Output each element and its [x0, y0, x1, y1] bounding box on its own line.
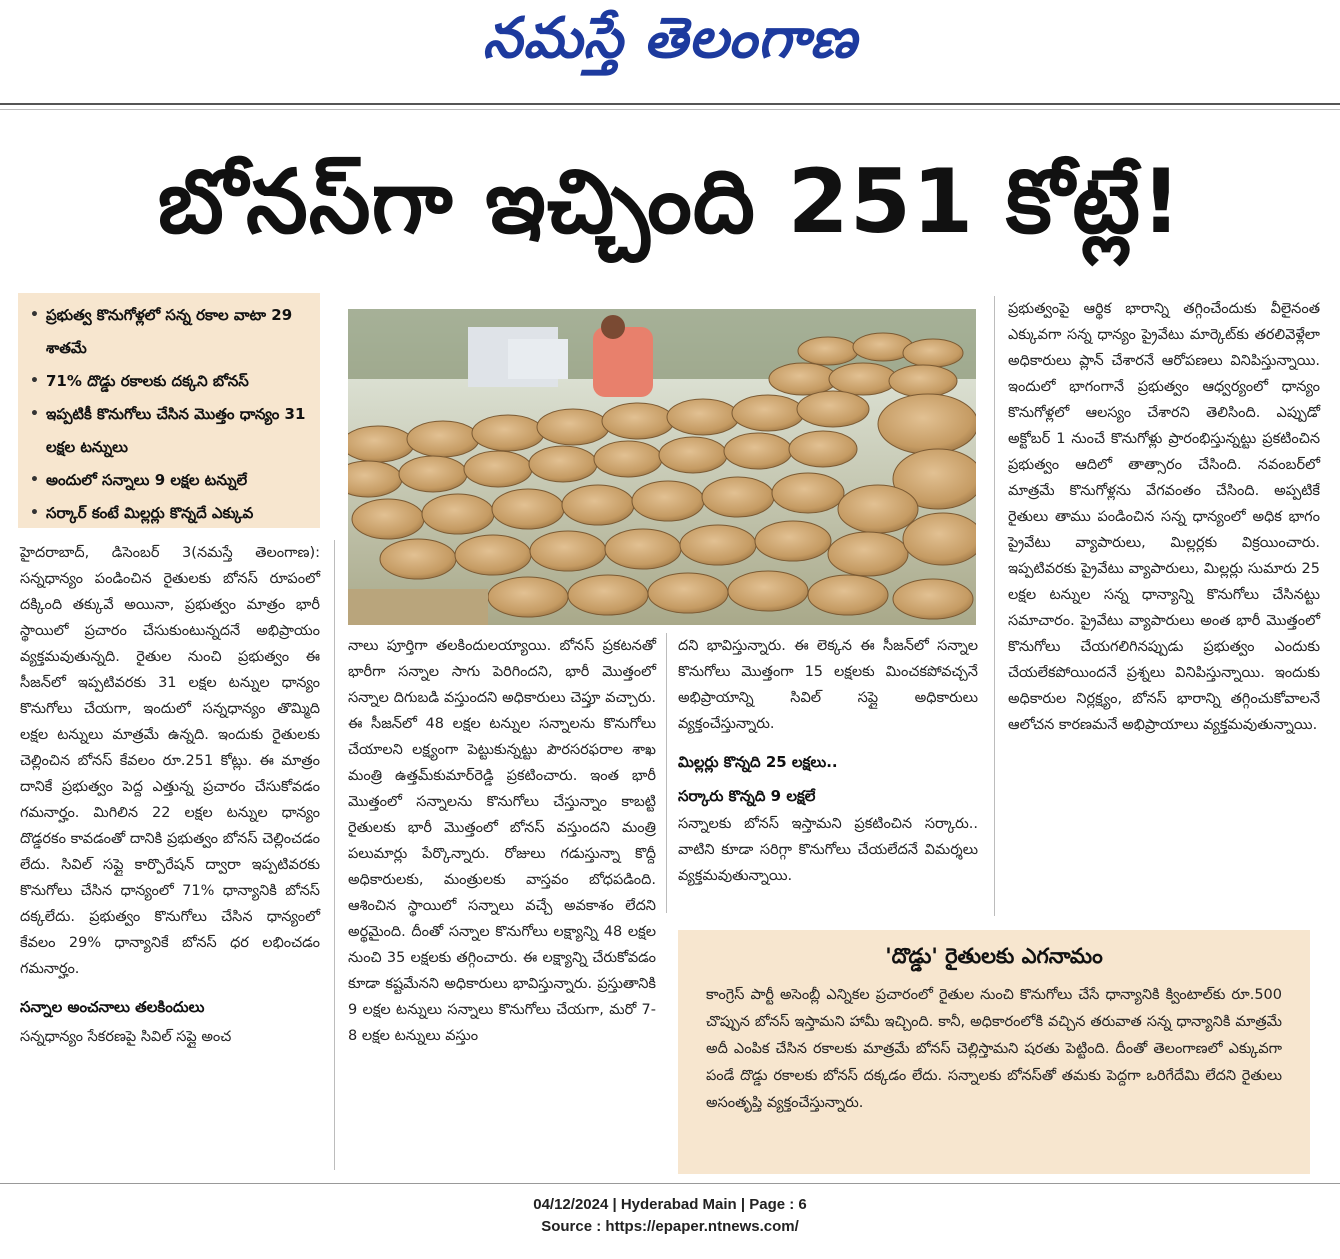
article-body: సన్నధాన్యం సేకరణపై సివిల్ సప్లై అంచ — [20, 1029, 232, 1045]
article-body: నాలు పూర్తిగా తలకిందులయ్యాయి. బోనస్ ప్రకటనతో భారీగా సన్నాల సాగు పెరిగిందని, భారీ మొత్తంలో సన్నాల దిగుబడి వస్తుందని అధికారులు చెప్తూ వచ్చారు. ఈ సీజన్‌లో 48 లక్షల టన్నుల సన్నాలను కొనుగోలు చేయాలని లక్ష్యంగా పెట్టుకున్నట్టు పౌరసరఫరాల శాఖ మంత్రి ఉత్తమ్‌కుమార్‌రెడ్డి ప్రకటించారు. ఇంత భారీ మొత్తంలో సన్నాలను కొనుగోలు చేస్తున్నాం కాబట్టి రైతులకు భారీ మొత్తంలో బోనస్ వస్తుందని మంత్రి పలుమార్లు పేర్కొన్నారు. రోజులు గడుస్తున్నా కొద్దీ అధికారులకు, మంత్రులకు వాస్తవం బోధపడింది. ఆశించిన స్థాయిలో సన్నాలు వచ్చే అవకాశం లేదని అర్థమైంది. దీంతో సన్నాల కొనుగోలు లక్ష్యాన్ని 48 లక్షల నుంచి 35 లక్షలకు తగ్గించారు. ఈ లక్ష్యాన్ని చేరుకోవడం కూడా కష్టమేనని అధికారులు భావిస్తున్నారు. ప్రస్తుతానికి 9 లక్షల టన్నులు సన్నాలు కొనుగోలు చేయగా, మరో 7-8 లక్షల టన్నులు వస్తుం — [348, 638, 656, 1044]
paddy-sacks-photo — [348, 309, 976, 625]
column-subhead: సన్నాల అంచనాలు తలకిందులు — [20, 998, 205, 1016]
article-body: ప్రభుత్వంపై ఆర్థిక భారాన్ని తగ్గించేందుకు వీలైనంత ఎక్కువగా సన్న ధాన్యం ప్రైవేటు మార్కెట్‌కు తరలివెళ్లేలా అధికారులు ప్లాన్ చేశారనే ఆరోపణలు వినిపిస్తున్నాయి. ఇందులో భాగంగానే ప్రభుత్వం ఆధ్వర్యంలో ధాన్యం కొనుగోళ్లలో ఆలస్యం చేశారని తెలిసింది. ఎప్పుడో అక్టోబర్ 1 నుంచే కొనుగోళ్లు ప్రారంభిస్తున్నట్టు ప్రకటించిన ప్రభుత్వం ఆదిలో తాత్సారం చేసింది. నవంబర్‌లో మాత్రమే కొనుగోళ్లను వేగవంతం చేసింది. అప్పటికే రైతులు తాము పండించిన సన్న ధాన్యంలో అధిక భాగం ప్రైవేటు వ్యాపారులు, మిల్లర్లకు విక్రయించారు. ఇప్పటివరకు ప్రైవేటు వ్యాపారులు, మిల్లర్లు సుమారు 25 లక్షల టన్నుల సన్న ధాన్యాన్ని కొనుగోలు చేసినట్టు సమాచారం. ప్రైవేటు వ్యాపారులు అంత భారీ మొత్తంలో కొనుగోలు చేయగలిగినప్పుడు ప్రభుత్వం ఎందుకు చేయలేకపోయిందనే ప్రశ్నలు వినిపిస్తున్నాయి. ఇందుకు అధికారుల నిర్లక్ష్యం, బోనస్ భారాన్ని తగ్గించుకోవాలనే ఆలోచన కారణమనే అభిప్రాయాలు వ్యక్తమవుతున్నాయి. — [1008, 301, 1320, 733]
article-column-2 — [348, 633, 656, 1049]
masthead-rule — [0, 103, 1340, 105]
article-column-3 — [678, 633, 978, 889]
column-divider — [334, 540, 335, 1170]
photo-illustration — [348, 309, 976, 625]
highlight-item: • అందులో సన్నాలు 9 లక్షల టన్నులే — [28, 464, 314, 497]
article-column-1 — [20, 540, 320, 1050]
highlight-item: • ఇప్పటికీ కొనుగోలు చేసిన మొత్తం ధాన్యం 31 లక్షల టన్నులు — [28, 398, 314, 464]
column-divider — [994, 296, 995, 916]
worker — [593, 327, 653, 397]
footer-source-line: Source : https://epaper.ntnews.com/ — [541, 1218, 799, 1235]
masthead-rule-thin — [0, 109, 1340, 110]
footer-edition-line: 04/12/2024 | Hyderabad Main | Page : 6 — [533, 1196, 807, 1213]
sidebar-body: కాంగ్రెస్ పార్టీ అసెంబ్లీ ఎన్నికల ప్రచారంలో రైతుల నుంచి కొనుగోలు చేసే ధాన్యానికి క్వింటాల్‌కు రూ.500 చొప్పున బోనస్ ఇస్తామని హామీ ఇచ్చింది. కానీ, అధికారంలోకి వచ్చిన తరువాత సన్న ధాన్యానికి మాత్రమే అదీ ఎంపిక చేసిన రకాలకు మాత్రమే బోనస్ చెల్లిస్తామని షరతు పెట్టింది. దీంతో తెలంగాణలో ఎక్కువగా పండే దొడ్డు రకాలకు బోనస్ దక్కడం లేదు. సన్నాలకు బోనస్‌తో తమకు పెద్దగా ఒరిగేదేమి లేదని రైతులు అసంతృప్తి వ్యక్తంచేస్తున్నారు. — [706, 987, 1282, 1111]
sidebar-box — [678, 930, 1310, 1174]
column-subhead: మిల్లర్లు కొన్నది 25 లక్షలు.. — [678, 753, 838, 771]
article-body: సన్నాలకు బోనస్ ఇస్తామని ప్రకటించిన సర్కారు.. వాటిని కూడా సరిగ్గా కొనుగోలు చేయలేదనే విమర్శలు వ్యక్తమవుతున్నాయి. — [678, 816, 978, 884]
article-body: హైదరాబాద్, డిసెంబర్ 3(నమస్తే తెలంగాణ): సన్నధాన్యం పండించిన రైతులకు బోనస్ రూపంలో దక్కింది తక్కువే అయినా, ప్రభుత్వం మాత్రం భారీ స్థాయిలో ప్రచారం చేసుకుంటున్నదనే అభిప్రాయం వ్యక్తమవుతున్నది. రైతుల నుంచి ప్రభుత్వం ఈ సీజన్‌లో ఇప్పటివరకు 31 లక్షల టన్నుల ధాన్యం కొనుగోలు చేయగా, ఇందులో సన్నధాన్యం తొమ్మిది లక్షల టన్నులు మాత్రమే ఉన్నది. ఇందుకు రైతులకు చెల్లించిన బోనస్ కేవలం రూ.251 కోట్లు. ఈ మాత్రం దానికే ప్రభుత్వం పెద్ద ఎత్తున్న ప్రచారం చేసుకోవడం గమనార్హం. మిగిలిన 22 లక్షల టన్నుల ధాన్యం దొడ్డరకం కావడంతో దానికి ప్రభుత్వం బోనస్ చెల్లించడం లేదు. సివిల్ సప్లై కార్పొరేషన్ ద్వారా ఇప్పటివరకు కొనుగోలు చేసిన ధాన్యంలో 71% ధాన్యానికి బోనస్ దక్కలేదు. ప్రభుత్వం కొనుగోలు చేసిన ధాన్యంలో కేవలం 29% ధాన్యానికే బోనస్ ధర లభించడం గమనార్హం. — [20, 545, 320, 977]
headline: బోనస్‌గా ఇచ్చింది 251 కోట్లే! — [157, 150, 1183, 253]
column-divider — [666, 633, 667, 913]
highlights-box — [18, 293, 320, 528]
article-column-4 — [1008, 296, 1320, 738]
highlight-item: • సర్కార్ కంటే మిల్లర్లు కొన్నదే ఎక్కువ — [28, 497, 314, 530]
column-subhead: సర్కారు కొన్నది 9 లక్షలే — [678, 787, 816, 805]
highlight-item: • 71% దొడ్డు రకాలకు దక్కని బోనస్ — [28, 365, 314, 398]
article-body: దని భావిస్తున్నారు. ఈ లెక్కన ఈ సీజన్‌లో సన్నాల కొనుగోలు మొత్తంగా 15 లక్షలకు మించకపోవచ్చనే అభిప్రాయాన్ని సివిల్ సప్లై అధికారులు వ్యక్తంచేస్తున్నారు. — [678, 638, 978, 732]
footer-rule — [0, 1183, 1340, 1184]
sidebar-title: 'దొడ్డు' రైతులకు ఎగనామం — [885, 944, 1103, 968]
highlight-item: • ప్రభుత్వ కొనుగోళ్లలో సన్న రకాల వాటా 29 శాతమే — [28, 299, 314, 365]
newspaper-logo: నమస్తే తెలంగాణ — [482, 6, 858, 71]
masthead — [0, 0, 1340, 98]
